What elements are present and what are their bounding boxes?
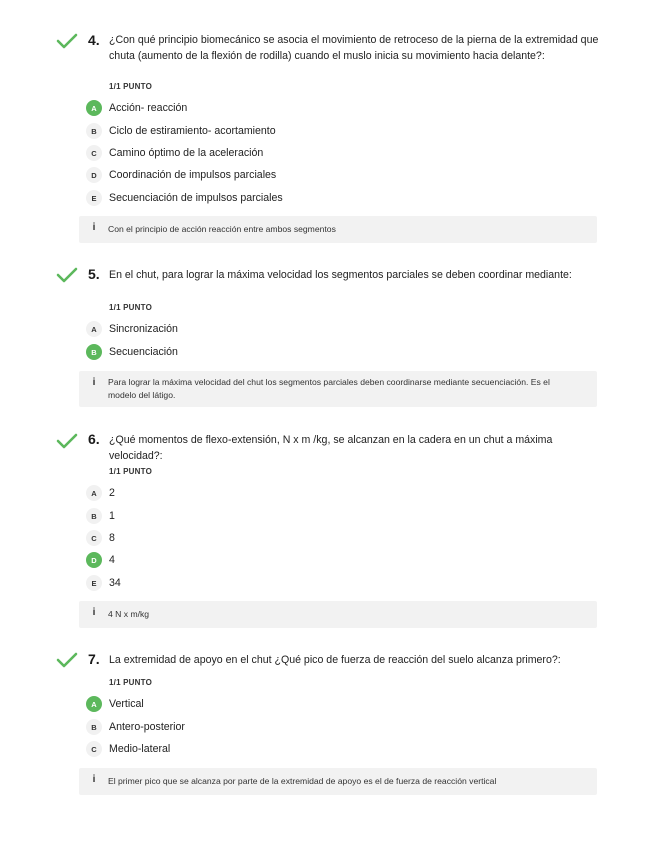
feedback-text: Para lograr la máxima velocidad del chut los segmentos parciales deben coordinarse mediante secuenciación. Es el modelo del látigo. <box>108 377 550 400</box>
answer-option-e[interactable] <box>86 574 586 592</box>
option-letter-badge: E <box>86 575 102 591</box>
question-number: 5. <box>88 266 100 282</box>
option-letter-badge: B <box>86 344 102 360</box>
question-text: ¿Qué momentos de flexo-extensión, N x m /kg, se alcanzan en la cadera en un chut a máxima velocidad?: <box>109 434 553 462</box>
info-icon: i <box>92 377 96 388</box>
option-letter-badge: C <box>86 145 102 161</box>
option-letter-badge: B <box>86 508 102 524</box>
question-points: 1/1 PUNTO <box>109 82 152 91</box>
question-points: 1/1 PUNTO <box>109 467 152 476</box>
option-text: Secuenciación de impulsos parciales <box>109 192 283 204</box>
answer-option-e[interactable] <box>86 189 586 207</box>
option-text: Acción- reacción <box>109 102 188 114</box>
option-letter-badge: B <box>86 719 102 735</box>
answer-option-a[interactable] <box>86 99 586 117</box>
question-text: La extremidad de apoyo en el chut ¿Qué pico de fuerza de reacción del suelo alcanza primero?: <box>109 654 561 666</box>
feedback-box <box>79 371 597 407</box>
feedback-box <box>79 216 597 243</box>
option-text: 8 <box>109 532 115 544</box>
info-icon: i <box>92 607 96 618</box>
answer-option-b[interactable] <box>86 507 586 525</box>
option-letter-badge: A <box>86 696 102 712</box>
check-icon <box>56 32 78 50</box>
option-letter-badge: A <box>86 485 102 501</box>
option-text: Medio-lateral <box>109 743 171 755</box>
question-number: 6. <box>88 431 100 447</box>
answer-option-c[interactable] <box>86 740 586 758</box>
answer-option-b[interactable] <box>86 718 586 736</box>
feedback-text: 4 N x m/kg <box>108 609 150 619</box>
answer-option-b[interactable] <box>86 122 586 140</box>
info-icon: i <box>92 774 96 785</box>
info-icon: i <box>92 222 96 233</box>
option-text: Vertical <box>109 698 144 710</box>
option-text: Secuenciación <box>109 346 178 358</box>
check-icon <box>56 432 78 450</box>
question-number: 7. <box>88 651 100 667</box>
feedback-box <box>79 768 597 795</box>
question-text: En el chut, para lograr la máxima velocidad los segmentos parciales se deben coordinar mediante: <box>109 269 572 281</box>
option-text: Antero-posterior <box>109 721 185 733</box>
question-points: 1/1 PUNTO <box>109 303 152 312</box>
option-letter-badge: A <box>86 321 102 337</box>
question-points: 1/1 PUNTO <box>109 678 152 687</box>
feedback-text: El primer pico que se alcanza por parte de la extremidad de apoyo es el de fuerza de reacción vertical <box>108 776 497 786</box>
option-letter-badge: B <box>86 123 102 139</box>
answer-option-c[interactable] <box>86 144 586 162</box>
answer-option-d[interactable] <box>86 166 586 184</box>
answer-option-a[interactable] <box>86 695 586 713</box>
answer-option-a[interactable] <box>86 484 586 502</box>
option-letter-badge: E <box>86 190 102 206</box>
option-letter-badge: D <box>86 552 102 568</box>
option-letter-badge: A <box>86 100 102 116</box>
option-text: 2 <box>109 487 115 499</box>
option-letter-badge: C <box>86 530 102 546</box>
option-letter-badge: D <box>86 167 102 183</box>
check-icon <box>56 266 78 284</box>
option-text: 1 <box>109 510 115 522</box>
feedback-text: Con el principio de acción reacción entre ambos segmentos <box>108 224 336 234</box>
option-text: Coordinación de impulsos parciales <box>109 169 277 181</box>
check-icon <box>56 651 78 669</box>
answer-option-b[interactable] <box>86 343 586 361</box>
question-text: ¿Con qué principio biomecánico se asocia el movimiento de retroceso de la pierna de la extremidad que chuta (aumento de la flexión de rodilla) cuando el muslo inicia su movimiento hacia delante?: <box>109 34 599 62</box>
feedback-box <box>79 601 597 628</box>
option-text: Camino óptimo de la aceleración <box>109 147 264 159</box>
option-text: 34 <box>109 577 121 589</box>
option-text: 4 <box>109 554 115 566</box>
option-letter-badge: C <box>86 741 102 757</box>
answer-option-a[interactable] <box>86 320 586 338</box>
option-text: Ciclo de estiramiento- acortamiento <box>109 125 276 137</box>
option-text: Sincronización <box>109 323 178 335</box>
question-number: 4. <box>88 32 100 48</box>
answer-option-d[interactable] <box>86 551 586 569</box>
answer-option-c[interactable] <box>86 529 586 547</box>
